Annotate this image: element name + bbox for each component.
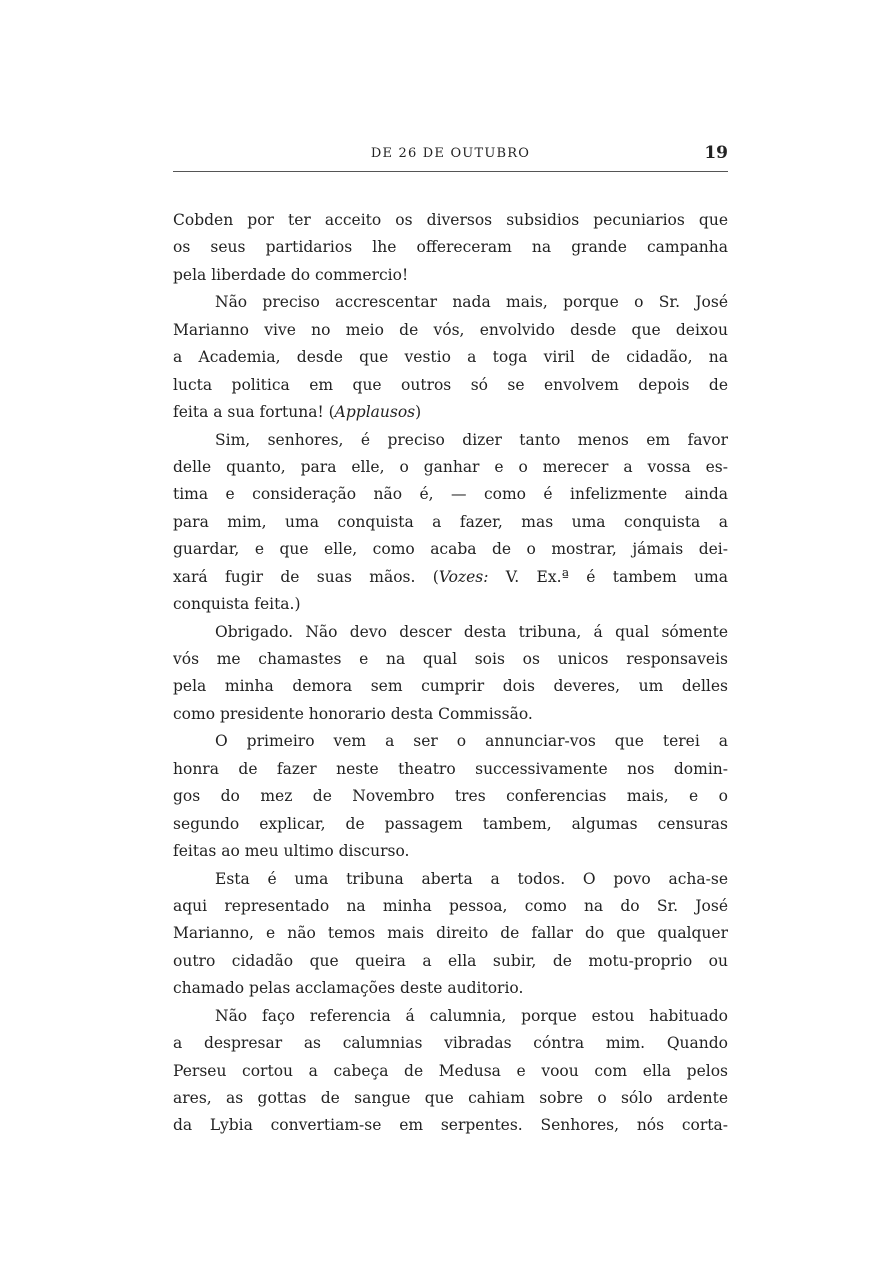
text-line <box>173 646 728 673</box>
text-segment: Sim, senhores, é preciso dizer tanto menos em favor <box>215 430 728 449</box>
text-segment: Marianno, e não temos mais direito de fallar do que qualquer <box>173 924 728 943</box>
text-segment: Perseu cortou a cabeça de Medusa e voou com ella pelos <box>173 1061 728 1080</box>
text-segment: aqui representado na minha pessoa, como na do Sr. José <box>173 896 728 915</box>
text-segment: Não preciso accrescentar nada mais, porque o Sr. José <box>215 293 728 312</box>
text-segment: segundo explicar, de passagem tambem, algumas censuras <box>173 814 728 833</box>
text-segment: ) <box>415 403 422 422</box>
text-line <box>173 1085 728 1112</box>
text-line <box>173 454 728 481</box>
text-line <box>173 673 728 700</box>
text-segment: feitas ao meu ultimo discurso. <box>173 842 410 861</box>
text-line <box>173 701 728 728</box>
text-line <box>173 920 728 947</box>
text-line <box>173 289 728 316</box>
text-segment: da Lybia convertiam-se em serpentes. Senhores, nós corta- <box>173 1116 728 1135</box>
text-segment: Não faço referencia á calumnia, porque estou habituado <box>215 1006 728 1025</box>
text-line <box>173 619 728 646</box>
text-segment: feita a sua fortuna! ( <box>173 403 335 422</box>
text-line <box>173 756 728 783</box>
running-title: DE 26 DE OUTUBRO <box>370 146 531 161</box>
text-line <box>173 1030 728 1057</box>
text-line <box>173 317 728 344</box>
text-line <box>173 1112 728 1139</box>
text-segment: conquista feita.) <box>173 595 301 614</box>
italic-text: Applausos <box>334 403 416 422</box>
text-segment: lucta politica em que outros só se envolvem depois de <box>173 375 728 394</box>
text-segment: guardar, e que elle, como acaba de o mostrar, jámais dei- <box>173 540 728 559</box>
text-segment: Esta é uma tribuna aberta a todos. O povo acha-se <box>215 869 728 888</box>
text-segment: pela liberdade do commercio! <box>173 265 409 284</box>
text-line <box>173 427 728 454</box>
text-segment: outro cidadão que queira a ella subir, de motu-proprio ou <box>173 951 728 970</box>
text-segment: os seus partidarios lhe offereceram na grande campanha <box>173 238 728 257</box>
text-line <box>173 866 728 893</box>
text-line <box>173 893 728 920</box>
text-line <box>173 399 728 426</box>
text-line <box>173 536 728 563</box>
text-segment: a despresar as calumnias vibradas cóntra mim. Quando <box>173 1034 728 1053</box>
text-line <box>173 591 728 618</box>
text-line <box>173 1058 728 1085</box>
text-line <box>173 509 728 536</box>
text-line <box>173 1003 728 1030</box>
text-line <box>173 344 728 371</box>
text-segment: Marianno vive no meio de vós, envolvido desde que deixou <box>173 320 728 339</box>
text-line <box>173 564 728 591</box>
text-segment: como presidente honorario desta Commissão. <box>173 704 533 723</box>
text-line <box>173 481 728 508</box>
text-segment: Cobden por ter acceito os diversos subsidios pecuniarios que <box>173 211 728 229</box>
text-line <box>173 728 728 755</box>
text-segment: V. Ex.ª é tambem uma <box>488 567 728 586</box>
text-segment: tima e consideração não é, — como é infelizmente ainda <box>173 485 728 504</box>
text-line <box>173 372 728 399</box>
text-line <box>173 948 728 975</box>
text-segment: ares, as gottas de sangue que cahiam sobre o sólo ardente <box>173 1089 728 1107</box>
text-line <box>173 975 728 1002</box>
text-segment: delle quanto, para elle, o ganhar e o merecer a vossa es- <box>173 457 728 476</box>
text-segment: honra de fazer neste theatro successivamente nos domin- <box>173 759 728 778</box>
running-header <box>173 143 728 172</box>
text-segment: pela minha demora sem cumprir dois deveres, um delles <box>173 677 728 696</box>
text-line <box>173 811 728 838</box>
italic-text: Vozes: <box>438 567 489 586</box>
text-line <box>173 838 728 865</box>
text-line <box>173 783 728 810</box>
text-segment: para mim, uma conquista a fazer, mas uma conquista a <box>173 512 728 531</box>
text-segment: Obrigado. Não devo descer desta tribuna, á qual sómente <box>215 622 728 641</box>
text-line <box>173 234 728 261</box>
body-text <box>173 207 728 1140</box>
text-segment: chamado pelas acclamações deste auditorio. <box>173 979 524 998</box>
page-number: 19 <box>704 143 728 163</box>
text-segment: gos do mez de Novembro tres conferencias mais, e o <box>173 787 728 806</box>
text-segment: a Academia, desde que vestio a toga viril de cidadão, na <box>173 348 728 367</box>
text-line <box>173 207 728 234</box>
text-segment: vós me chamastes e na qual sois os unicos responsaveis <box>173 650 728 668</box>
text-line <box>173 262 728 289</box>
text-segment: xará fugir de suas mãos. ( <box>173 567 439 586</box>
text-segment: O primeiro vem a ser o annunciar-vos que terei a <box>215 732 728 751</box>
